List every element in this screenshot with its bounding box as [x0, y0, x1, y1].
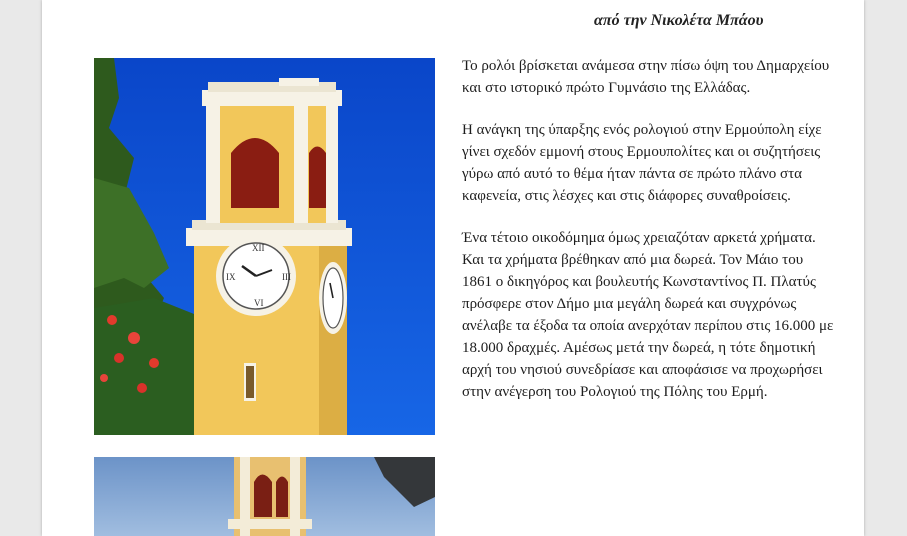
svg-text:III: III: [282, 272, 291, 282]
paragraph: Ένα τέτοιο οικοδόμημα όμως χρειαζόταν αρκετά χρήματα. Και τα χρήματα βρέθηκαν από μια δωρεά. Τον Μάιο του 1861 ο δικηγόρος και βουλευτής Κωνσταντίνος Π. Πλατύς πρόσφερε στον Δήμο μια μεγάλη δωρεά και συγχρόνως ανέλαβε τα έξοδα τα οποία ανερχόταν περίπου στις 16.000 με 18.000 δραχμές. Αμέσως μετά την δωρεά, η τότε δημοτική αρχή του νησιού συνεδρίασε και αποφάσισε να προχωρήσει στην ανέγερση του Ρολογιού της Πόλης του Ερμή.: [462, 230, 834, 400]
svg-text:IX: IX: [226, 272, 236, 282]
paragraph: Το ρολόι βρίσκεται ανάμεσα στην πίσω όψη του Δημαρχείου και στο ιστορικό πρώτο Γυμνάσιο της Ελλάδας.: [462, 58, 830, 96]
paragraph: Η ανάγκη της ύπαρξης ενός ρολογιού στην Ερμούπολη είχε γίνει σχεδόν εμμονή στους Ερμουπολίτες και οι συζητήσεις γύρω από αυτό το θέμα ήταν πάντα σε πρώτο πλάνο στα καφενεία, στις λέσχες και στις διάφορες συναθροίσεις.: [462, 122, 822, 204]
clock-tower-photo: [94, 58, 435, 435]
page-title-fragment: [157, 0, 797, 8]
clock-tower-photo-2: [94, 457, 435, 536]
article-body: [462, 55, 834, 423]
svg-text:VI: VI: [254, 298, 264, 308]
author-line: από την Νικολέτα Μπάου: [594, 12, 764, 29]
document-page: [42, 0, 864, 536]
svg-text:XII: XII: [252, 243, 265, 253]
